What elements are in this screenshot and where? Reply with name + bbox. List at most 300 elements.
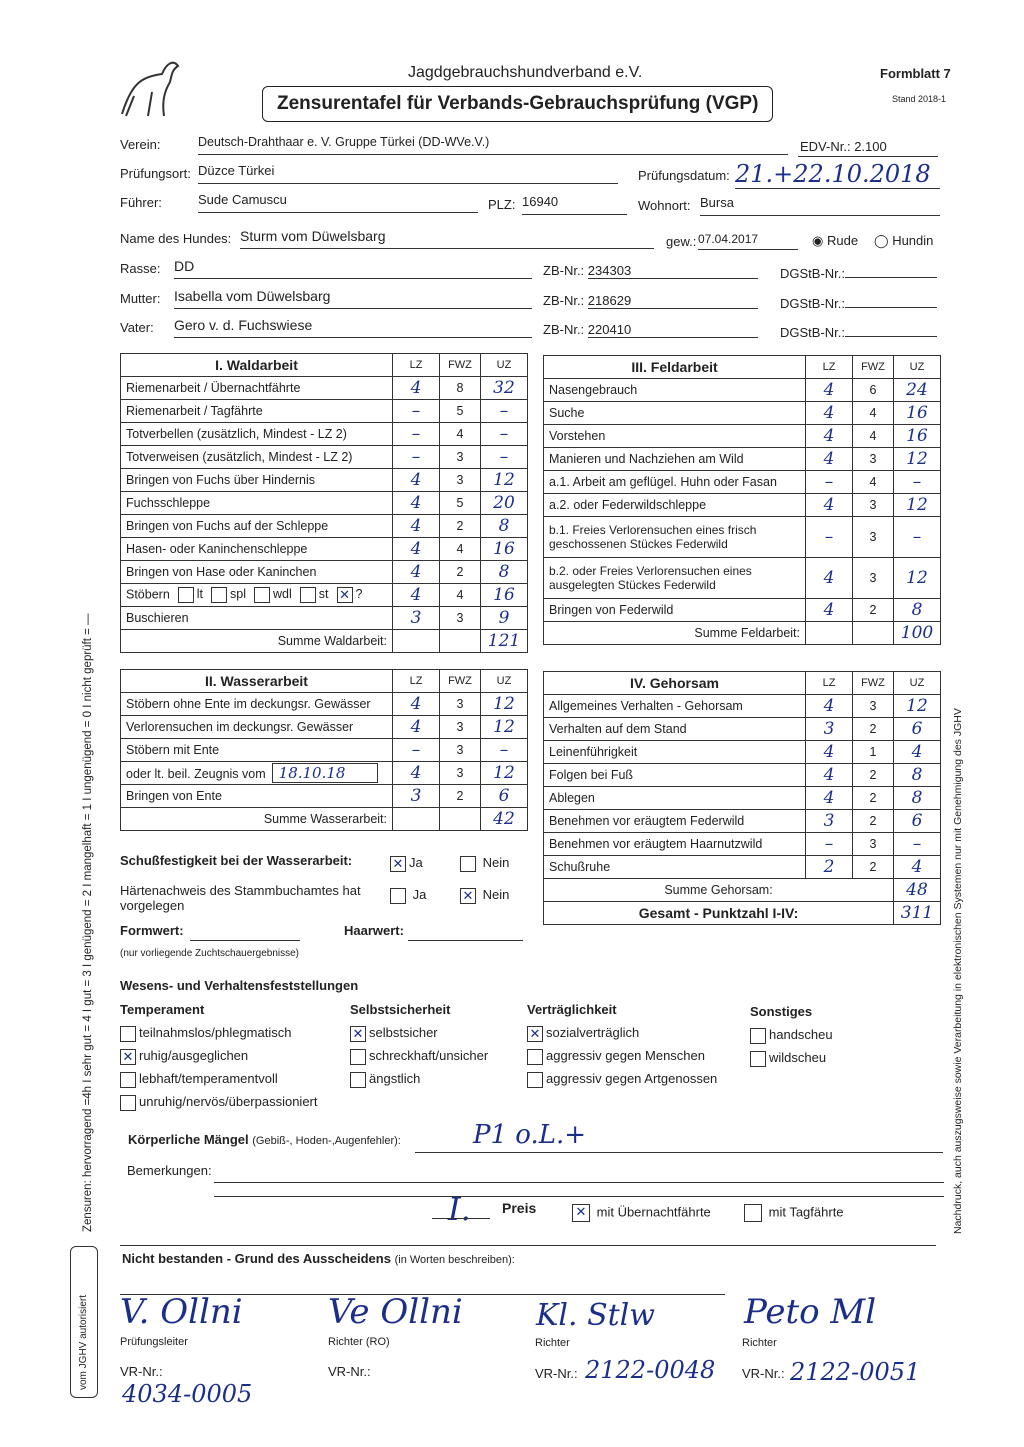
haerte-label: Härtenachweis des Stammbuchamtes hat vorgelegen bbox=[120, 883, 361, 913]
radio-hundin-icon: ◯ bbox=[874, 233, 889, 248]
zucht-note: (nur vorliegende Zuchtschauergebnisse) bbox=[120, 948, 299, 959]
haerte-ja bbox=[390, 887, 426, 904]
feld-lz-cell: 4 bbox=[806, 425, 853, 448]
feld-uz-cell: – bbox=[894, 471, 941, 494]
wald-row-label bbox=[121, 561, 393, 584]
sonstiges-label: wildscheu bbox=[769, 1050, 827, 1065]
formwert-field bbox=[190, 922, 300, 941]
feld-row-label bbox=[544, 425, 806, 448]
feld-row bbox=[544, 599, 941, 622]
selbst-checkbox[interactable] bbox=[350, 1049, 366, 1065]
wald-lz-cell: 4 bbox=[393, 377, 440, 400]
edv-label-text: EDV-Nr.: bbox=[800, 139, 851, 154]
wald-lz-cell: 4 bbox=[393, 469, 440, 492]
wald-fwz-cell: 5 bbox=[440, 400, 481, 423]
wald-row bbox=[121, 423, 528, 446]
feld-row bbox=[544, 558, 941, 599]
temperament-item bbox=[120, 1094, 318, 1117]
wasser-sum: 42 bbox=[481, 808, 528, 831]
wasser-uz-cell: 12 bbox=[481, 716, 528, 739]
mutter-field bbox=[174, 288, 532, 309]
dgstb-blank bbox=[845, 295, 937, 308]
stamp-text: vom JGHV autorisiert bbox=[78, 1294, 89, 1390]
wasser-fwz-cell: 3 bbox=[440, 716, 481, 739]
wald-lz-cell: – bbox=[393, 446, 440, 469]
sonstiges-checkbox[interactable] bbox=[750, 1028, 766, 1044]
feld-lz-cell: 4 bbox=[806, 494, 853, 517]
gehorsam-row-label bbox=[544, 764, 806, 787]
stoebern-option bbox=[254, 587, 292, 601]
wald-fwz-cell: 3 bbox=[440, 607, 481, 630]
row-label-text: Bringen von Fuchs auf der Schleppe bbox=[126, 519, 329, 533]
wald-row-label bbox=[121, 469, 393, 492]
gehorsam-uz-cell: 4 bbox=[894, 741, 941, 764]
gehorsam-uz-cell: 12 bbox=[894, 695, 941, 718]
ja-label: Ja bbox=[412, 887, 427, 902]
tag-option bbox=[744, 1204, 844, 1222]
wald-fwz-cell: 4 bbox=[440, 584, 481, 607]
gehorsam-row bbox=[544, 695, 941, 718]
tag-checkbox[interactable] bbox=[744, 1204, 762, 1222]
gehorsam-row-label bbox=[544, 718, 806, 741]
stoebern-checkbox[interactable] bbox=[300, 587, 316, 603]
fuehrer-value: Sude Camuscu bbox=[198, 192, 287, 207]
wald-row-label bbox=[121, 400, 393, 423]
vertraeglich-checkbox[interactable]: ✕ bbox=[527, 1026, 543, 1042]
page-title: Zensurentafel für Verbands-Gebrauchsprüfung (VGP) bbox=[262, 86, 773, 122]
gehorsam-row bbox=[544, 787, 941, 810]
row-label-text: Bringen von Federwild bbox=[549, 603, 674, 617]
sig-label-ro: Richter (RO) bbox=[328, 1336, 390, 1348]
temperament-checkbox[interactable] bbox=[120, 1072, 136, 1088]
temperament-checkbox[interactable] bbox=[120, 1026, 136, 1042]
wasser-row-label bbox=[121, 762, 393, 785]
dgstb-blank bbox=[845, 265, 937, 278]
wasser-title: II. Wasserarbeit bbox=[121, 670, 393, 693]
row-label-text: b.2. oder Freies Verlorensuchen eines ausgelegten Stückes Federwild bbox=[549, 564, 752, 592]
feld-title: III. Feldarbeit bbox=[544, 356, 806, 379]
gehorsam-fwz-cell: 3 bbox=[853, 695, 894, 718]
feld-uz-cell: 16 bbox=[894, 425, 941, 448]
radio-rude-icon: ◉ bbox=[812, 233, 824, 248]
temperament-title: Temperament bbox=[120, 1002, 205, 1017]
gehorsam-lz-cell: 4 bbox=[806, 741, 853, 764]
row-label-text: Bringen von Ente bbox=[126, 789, 222, 803]
gehorsam-sum: 48 bbox=[894, 879, 941, 902]
wasser-row-label bbox=[121, 693, 393, 716]
gehorsam-fwz-cell: 2 bbox=[853, 764, 894, 787]
stoebern-checkbox[interactable] bbox=[211, 587, 227, 603]
verein-value: Deutsch-Drahthaar e. V. Gruppe Türkei (DD-WVe.V.) bbox=[198, 135, 490, 149]
haerte-ja-checkbox[interactable] bbox=[390, 888, 406, 904]
wald-fwz-cell: 3 bbox=[440, 469, 481, 492]
schuss-nein-checkbox[interactable] bbox=[460, 856, 476, 872]
rasse-value: DD bbox=[174, 258, 195, 274]
wald-row bbox=[121, 400, 528, 423]
schuss-label: Schußfestigkeit bei der Wasserarbeit: bbox=[120, 853, 353, 868]
zb-vater bbox=[543, 322, 763, 338]
gew-label: gew.: bbox=[666, 234, 697, 249]
sonstiges-item bbox=[750, 1050, 833, 1073]
temperament-item bbox=[120, 1071, 318, 1094]
feld-fwz-cell: 6 bbox=[853, 379, 894, 402]
gehorsam-fwz-cell: 2 bbox=[853, 810, 894, 833]
feld-table bbox=[543, 355, 941, 645]
col-fwz: FWZ bbox=[440, 354, 481, 377]
sonstiges-checkbox[interactable] bbox=[750, 1051, 766, 1067]
wald-lz-cell: 4 bbox=[393, 515, 440, 538]
mutter-value: Isabella vom Düwelsbarg bbox=[174, 288, 331, 304]
selbst-item bbox=[350, 1025, 488, 1048]
zb-hund bbox=[543, 263, 763, 279]
wohnort-label: Wohnort: bbox=[638, 198, 691, 213]
feld-fwz-cell: 3 bbox=[853, 517, 894, 558]
feld-uz-cell: 12 bbox=[894, 558, 941, 599]
gehorsam-uz-cell: 6 bbox=[894, 810, 941, 833]
sonstiges-col bbox=[750, 1004, 833, 1073]
feld-fwz-cell: 4 bbox=[853, 471, 894, 494]
haerte-nein bbox=[460, 887, 509, 904]
col-fwz: FWZ bbox=[853, 356, 894, 379]
feld-fwz-cell: 3 bbox=[853, 448, 894, 471]
selbst-label: selbstsicher bbox=[369, 1025, 438, 1040]
gehorsam-row-label bbox=[544, 787, 806, 810]
vr-value-4: 2122-0051 bbox=[790, 1358, 921, 1386]
vertraeglich-item bbox=[527, 1025, 717, 1048]
separator-line bbox=[120, 1245, 936, 1246]
wasser-row bbox=[121, 693, 528, 716]
wasser-sum-label: Summe Wasserarbeit: bbox=[121, 808, 393, 831]
dgstb-label: DGStB-Nr.: bbox=[780, 296, 846, 311]
verein-label: Verein: bbox=[120, 137, 161, 152]
sex-rude bbox=[812, 233, 858, 249]
preis-underline bbox=[432, 1218, 490, 1219]
zb-hund-value: 234303 bbox=[588, 263, 758, 279]
stand-label: Stand 2018-1 bbox=[892, 94, 947, 104]
row-label-text: a.1. Arbeit am geflügel. Huhn oder Fasan bbox=[549, 475, 777, 489]
wasser-fwz-cell: 3 bbox=[440, 739, 481, 762]
temperament-checkbox[interactable] bbox=[120, 1095, 136, 1111]
gehorsam-title: IV. Gehorsam bbox=[544, 672, 806, 695]
gehorsam-row-label bbox=[544, 741, 806, 764]
wald-row bbox=[121, 607, 528, 630]
row-label-text: Verlorensuchen im deckungsr. Gewässer bbox=[126, 720, 354, 734]
vr-label-3: VR-Nr.: bbox=[535, 1366, 578, 1381]
vertraeglich-item bbox=[527, 1048, 717, 1071]
feld-lz-cell: 4 bbox=[806, 599, 853, 622]
gehorsam-lz-cell: 4 bbox=[806, 764, 853, 787]
hund-label: Name des Hundes: bbox=[120, 231, 232, 246]
wasser-uz-cell: 6 bbox=[481, 785, 528, 808]
vertraeglich-label: sozialverträglich bbox=[546, 1025, 640, 1040]
row-label-text: Allgemeines Verhalten - Gehorsam bbox=[549, 699, 743, 713]
gehorsam-uz-cell: 6 bbox=[894, 718, 941, 741]
ueber-label: mit Übernachtfährte bbox=[596, 1204, 711, 1220]
zb-label: ZB-Nr.: bbox=[543, 263, 585, 278]
wasser-lz-cell: 4 bbox=[393, 716, 440, 739]
gew-value: 07.04.2017 bbox=[698, 232, 759, 246]
feld-uz-cell: 12 bbox=[894, 448, 941, 471]
row-label-text: Totverbellen (zusätzlich, Mindest - LZ 2) bbox=[126, 427, 347, 441]
col-fwz: FWZ bbox=[440, 670, 481, 693]
plz-field bbox=[522, 194, 627, 215]
sig-label-richter-4: Richter bbox=[742, 1337, 777, 1349]
maengel-value: P1 o.L.+ bbox=[473, 1120, 587, 1150]
stoebern-option bbox=[300, 587, 329, 601]
feld-fwz-cell: 4 bbox=[853, 402, 894, 425]
col-lz: LZ bbox=[806, 672, 853, 695]
row-label-text: Benehmen vor eräugtem Federwild bbox=[549, 814, 745, 828]
feld-row-label bbox=[544, 379, 806, 402]
vertraeglich-label: aggressiv gegen Artgenossen bbox=[546, 1071, 718, 1086]
row-label-text: Manieren und Nachziehen am Wild bbox=[549, 452, 744, 466]
fuehrer-field bbox=[198, 192, 478, 213]
wald-lz-cell: 3 bbox=[393, 607, 440, 630]
selbst-item bbox=[350, 1048, 488, 1071]
feld-row bbox=[544, 517, 941, 558]
sex-hundin bbox=[874, 233, 933, 249]
wald-row-label bbox=[121, 538, 393, 561]
nicht-title: Nicht bestanden - Grund des Ausscheidens bbox=[122, 1251, 391, 1266]
gehorsam-row-label bbox=[544, 833, 806, 856]
selbst-checkbox[interactable]: ✕ bbox=[350, 1026, 366, 1042]
formwert-label: Formwert: bbox=[120, 923, 184, 938]
ueber-option bbox=[572, 1204, 711, 1222]
selbst-label: ängstlich bbox=[369, 1071, 421, 1086]
gehorsam-fwz-cell: 2 bbox=[853, 718, 894, 741]
haerte-nein-checkbox[interactable]: ✕ bbox=[460, 888, 476, 904]
selbst-checkbox[interactable] bbox=[350, 1072, 366, 1088]
gehorsam-lz-cell: 3 bbox=[806, 810, 853, 833]
rasse-label: Rasse: bbox=[120, 261, 161, 276]
col-lz: LZ bbox=[806, 356, 853, 379]
wald-sum: 121 bbox=[481, 630, 528, 653]
feld-lz-cell: – bbox=[806, 471, 853, 494]
gehorsam-row bbox=[544, 833, 941, 856]
stoebern-option bbox=[337, 587, 363, 601]
row-label-text: Folgen bei Fuß bbox=[549, 768, 634, 782]
gehorsam-lz-cell: – bbox=[806, 833, 853, 856]
vater-field bbox=[174, 317, 532, 338]
wald-fwz-cell: 4 bbox=[440, 538, 481, 561]
col-lz: LZ bbox=[393, 354, 440, 377]
row-label-text: Leinenführigkeit bbox=[549, 745, 638, 759]
wald-row bbox=[121, 584, 528, 607]
wald-uz-cell: 8 bbox=[481, 515, 528, 538]
gehorsam-row-label bbox=[544, 810, 806, 833]
row-label-text: Bringen von Fuchs über Hindernis bbox=[126, 473, 315, 487]
zb-label: ZB-Nr.: bbox=[543, 322, 585, 337]
wald-row bbox=[121, 469, 528, 492]
feld-lz-cell: 4 bbox=[806, 558, 853, 599]
row-label-text: Riemenarbeit / Tagfährte bbox=[126, 404, 263, 418]
vertraeglich-title: Verträglichkeit bbox=[527, 1002, 617, 1017]
col-uz: UZ bbox=[481, 354, 528, 377]
row-label-text: oder lt. beil. Zeugnis vom bbox=[126, 767, 266, 781]
row-label-text: Suche bbox=[549, 406, 585, 420]
gehorsam-uz-cell: 8 bbox=[894, 787, 941, 810]
sonstiges-title: Sonstiges bbox=[750, 1004, 813, 1019]
wald-uz-cell: – bbox=[481, 423, 528, 446]
stoebern-checkbox[interactable] bbox=[254, 587, 270, 603]
row-label-text: Benehmen vor eräugtem Haarnutzwild bbox=[549, 837, 763, 851]
temperament-label: unruhig/nervös/überpassioniert bbox=[139, 1094, 318, 1109]
gehorsam-fwz-cell: 2 bbox=[853, 787, 894, 810]
row-label-text: Fuchsschleppe bbox=[126, 496, 211, 510]
gehorsam-fwz-cell: 3 bbox=[853, 833, 894, 856]
col-uz: UZ bbox=[894, 672, 941, 695]
selbst-col bbox=[350, 1002, 488, 1094]
feld-fwz-cell: 3 bbox=[853, 494, 894, 517]
datum-value: 21.+22.10.2018 bbox=[735, 160, 940, 189]
wasser-uz-cell: 12 bbox=[481, 762, 528, 785]
col-uz: UZ bbox=[481, 670, 528, 693]
gehorsam-row bbox=[544, 741, 941, 764]
wald-uz-cell: 20 bbox=[481, 492, 528, 515]
datum-label: Prüfungsdatum: bbox=[638, 168, 730, 183]
dgstb-vater bbox=[780, 324, 937, 340]
dgstb-label: DGStB-Nr.: bbox=[780, 266, 846, 281]
feld-row-label bbox=[544, 517, 806, 558]
vater-value: Gero v. d. Fuchswiese bbox=[174, 317, 313, 333]
feld-row bbox=[544, 471, 941, 494]
feld-uz-cell: 16 bbox=[894, 402, 941, 425]
zensuren-legend: Zensuren: hervorragend =4h I sehr gut = 4 I gut = 3 I genügend = 2 I mangelhaft = 1 I ungenügend = 0 I nicht geprüft = — bbox=[82, 613, 94, 1232]
sig-label-leiter: Prüfungsleiter bbox=[120, 1336, 188, 1348]
wald-lz-cell: – bbox=[393, 400, 440, 423]
wald-uz-cell: 12 bbox=[481, 469, 528, 492]
feld-fwz-cell: 3 bbox=[853, 558, 894, 599]
wasser-row-label bbox=[121, 739, 393, 762]
feld-fwz-cell: 2 bbox=[853, 599, 894, 622]
wald-row-label bbox=[121, 377, 393, 400]
vr-label-1: VR-Nr.: bbox=[120, 1364, 163, 1379]
haarwert-label: Haarwert: bbox=[344, 923, 404, 938]
temperament-label: lebhaft/temperamentvoll bbox=[139, 1071, 278, 1086]
wald-row bbox=[121, 492, 528, 515]
feld-sum-label: Summe Feldarbeit: bbox=[544, 622, 806, 645]
wald-row-label bbox=[121, 446, 393, 469]
feld-lz-cell: – bbox=[806, 517, 853, 558]
wald-row bbox=[121, 515, 528, 538]
wald-lz-cell: 4 bbox=[393, 584, 440, 607]
wasser-row-label bbox=[121, 716, 393, 739]
maengel-title: Körperliche Mängel bbox=[128, 1132, 249, 1147]
row-label-text: Vorstehen bbox=[549, 429, 606, 443]
maengel-field bbox=[415, 1120, 943, 1153]
wasser-lz-cell: – bbox=[393, 739, 440, 762]
stoebern-option bbox=[178, 587, 203, 601]
plz-label: PLZ: bbox=[488, 197, 516, 212]
rude-label: Rude bbox=[826, 233, 859, 248]
stoebern-option-label: spl bbox=[230, 587, 247, 602]
preis-label: Preis bbox=[502, 1200, 537, 1216]
temperament-label: teilnahmslos/phlegmatisch bbox=[139, 1025, 292, 1040]
gehorsam-uz-cell: 4 bbox=[894, 856, 941, 879]
wasser-fwz-cell: 2 bbox=[440, 785, 481, 808]
gehorsam-uz-cell: 8 bbox=[894, 764, 941, 787]
selbst-item bbox=[350, 1071, 488, 1094]
wasser-row-label bbox=[121, 785, 393, 808]
selbst-label: schreckhaft/unsicher bbox=[369, 1048, 489, 1063]
vertraeglich-checkbox[interactable] bbox=[527, 1072, 543, 1088]
gehorsam-row bbox=[544, 718, 941, 741]
row-label-text: Schußruhe bbox=[549, 860, 611, 874]
wald-fwz-cell: 5 bbox=[440, 492, 481, 515]
preis-value: I. bbox=[448, 1190, 471, 1228]
vater-label: Vater: bbox=[120, 320, 154, 335]
row-label-text: Riemenarbeit / Übernachtfährte bbox=[126, 381, 301, 395]
signature-richter-ro: Ve Ollni bbox=[328, 1292, 463, 1332]
gehorsam-sum-label: Summe Gehorsam: bbox=[544, 879, 894, 902]
gehorsam-lz-cell: 3 bbox=[806, 718, 853, 741]
feld-uz-cell: – bbox=[894, 517, 941, 558]
vertraeglich-item bbox=[527, 1071, 717, 1094]
vertraeglich-checkbox[interactable] bbox=[527, 1049, 543, 1065]
verein-field bbox=[198, 134, 788, 155]
feld-row-label bbox=[544, 402, 806, 425]
wasser-row bbox=[121, 739, 528, 762]
zb-mutter bbox=[543, 293, 763, 309]
mutter-label: Mutter: bbox=[120, 291, 161, 306]
ort-value: Düzce Türkei bbox=[198, 163, 275, 178]
row-label-text: b.1. Freies Verlorensuchen eines frisch geschossenen Stückes Federwild bbox=[549, 523, 757, 551]
vertraeglich-col bbox=[527, 1002, 717, 1094]
stoebern-checkbox[interactable] bbox=[178, 587, 194, 603]
wald-row-label bbox=[121, 515, 393, 538]
fuehrer-label: Führer: bbox=[120, 195, 162, 210]
edv-value: 2.100 bbox=[854, 139, 887, 154]
ja-label: Ja bbox=[409, 855, 423, 870]
temperament-checkbox[interactable]: ✕ bbox=[120, 1049, 136, 1065]
wald-uz-cell: 16 bbox=[481, 538, 528, 561]
feld-lz-cell: 4 bbox=[806, 448, 853, 471]
row-label-text: Verhalten auf dem Stand bbox=[549, 722, 687, 736]
maengel-label bbox=[128, 1132, 401, 1147]
stoebern-checkbox[interactable]: ✕ bbox=[337, 587, 353, 603]
zb-vater-value: 220410 bbox=[588, 322, 758, 338]
dgstb-mutter bbox=[780, 295, 937, 311]
wald-row-label bbox=[121, 423, 393, 446]
ueber-checkbox[interactable]: ✕ bbox=[572, 1204, 590, 1222]
vr-value-3: 2122-0048 bbox=[585, 1356, 716, 1384]
schuss-ja-checkbox[interactable]: ✕ bbox=[390, 856, 406, 872]
gehorsam-row bbox=[544, 856, 941, 879]
stoebern-option bbox=[211, 587, 246, 601]
feld-row-label bbox=[544, 558, 806, 599]
gehorsam-fwz-cell: 1 bbox=[853, 741, 894, 764]
feld-uz-cell: 24 bbox=[894, 379, 941, 402]
wald-fwz-cell: 2 bbox=[440, 515, 481, 538]
stoebern-option-label: lt bbox=[196, 587, 204, 602]
row-label-text: Totverweisen (zusätzlich, Mindest - LZ 2) bbox=[126, 450, 353, 464]
bemerkungen-field bbox=[214, 1164, 944, 1183]
gehorsam-uz-cell: – bbox=[894, 833, 941, 856]
zeugnis-date: 18.10.18 bbox=[272, 763, 378, 783]
bemerkungen-field-2 bbox=[214, 1196, 944, 1197]
wald-uz-cell: 32 bbox=[481, 377, 528, 400]
wasser-row bbox=[121, 762, 528, 785]
wald-lz-cell: 4 bbox=[393, 538, 440, 561]
wald-lz-cell: 4 bbox=[393, 561, 440, 584]
wasser-fwz-cell: 3 bbox=[440, 762, 481, 785]
feld-uz-cell: 12 bbox=[894, 494, 941, 517]
jghv-logo bbox=[112, 52, 184, 124]
edv-underline bbox=[798, 138, 938, 157]
row-label-text: Stöbern mit Ente bbox=[126, 743, 220, 757]
row-label-text: a.2. oder Federwildschleppe bbox=[549, 498, 707, 512]
wald-fwz-cell: 3 bbox=[440, 446, 481, 469]
